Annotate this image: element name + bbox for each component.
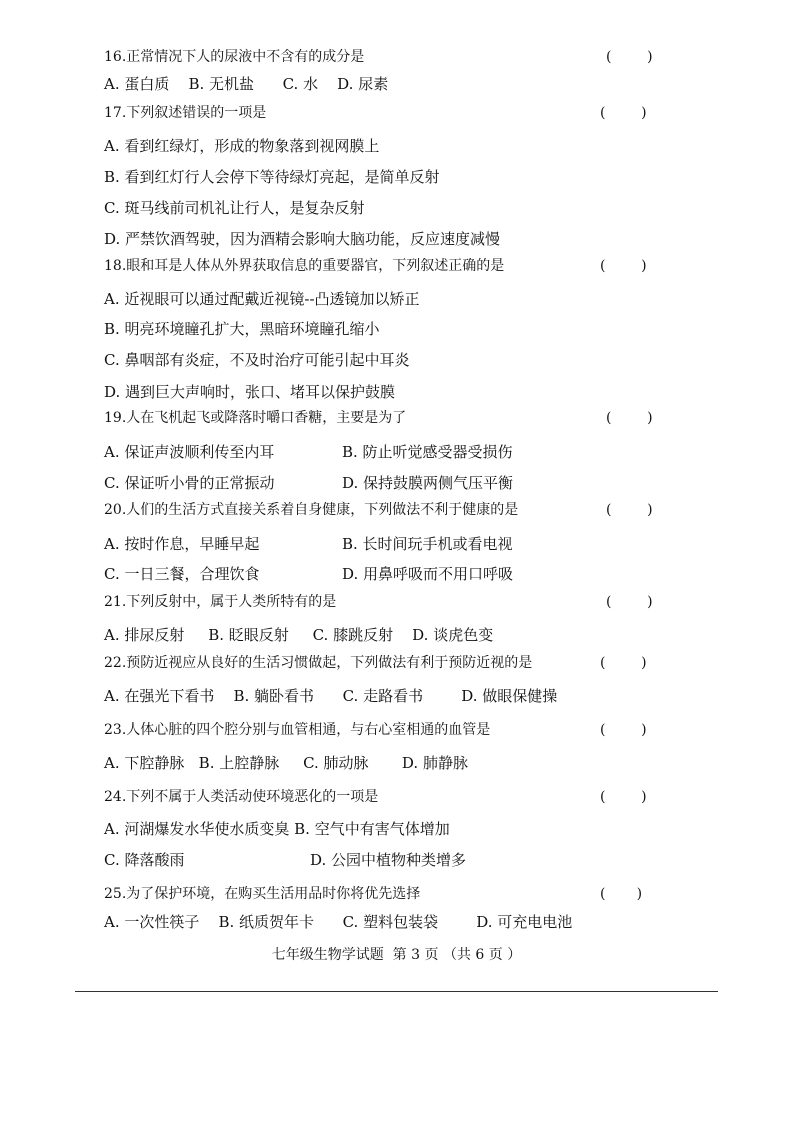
question-19-option-c: C. 保证听小骨的正常振动 [104, 474, 275, 492]
question-16-options: A. 蛋白质 B. 无机盐 C. 水 D. 尿素 [104, 75, 389, 93]
question-19-option-a: A. 保证声波顺利传至内耳 [104, 443, 275, 461]
question-21-answer-paren: ( ) [606, 594, 653, 610]
page-footer: 七年级生物学试题 第 3 页 （共 6 页 ） [271, 947, 522, 963]
question-17-stem: 17.下列叙述错误的一项是 [104, 105, 267, 121]
question-18-option-b: B. 明亮环境瞳孔扩大，黑暗环境瞳孔缩小 [104, 320, 380, 338]
question-18-option-a: A. 近视眼可以通过配戴近视镜--凸透镜加以矫正 [104, 290, 420, 308]
question-20-option-b: B. 长时间玩手机或看电视 [342, 535, 513, 553]
question-20-answer-paren: ( ) [606, 502, 653, 518]
question-22-options: A. 在强光下看书 B. 躺卧看书 C. 走路看书 D. 做眼保健操 [104, 687, 558, 705]
question-19-option-d: D. 保持鼓膜两侧气压平衡 [342, 474, 514, 492]
question-21-stem: 21.下列反射中，属于人类所特有的是 [104, 594, 337, 610]
question-18-answer-paren: ( ) [600, 258, 647, 274]
footer-divider [75, 991, 718, 992]
question-19-stem: 19.人在飞机起飞或降落时嚼口香糖，主要是为了 [104, 410, 407, 426]
question-17-option-b: B. 看到红灯行人会停下等待绿灯亮起，是简单反射 [104, 168, 440, 186]
question-25-options: A. 一次性筷子 B. 纸质贺年卡 C. 塑料包装袋 D. 可充电电池 [104, 913, 573, 931]
question-16-stem: 16.正常情况下人的尿液中不含有的成分是 [104, 49, 365, 65]
question-23-answer-paren: ( ) [600, 722, 647, 738]
question-18-option-c: C. 鼻咽部有炎症，不及时治疗可能引起中耳炎 [104, 351, 410, 369]
question-24-option-d: D. 公园中植物种类增多 [310, 851, 467, 869]
question-16-answer-paren: ( ) [606, 49, 653, 65]
question-24-stem: 24.下列不属于人类活动使环境恶化的一项是 [104, 789, 379, 805]
question-22-stem: 22.预防近视应从良好的生活习惯做起，下列做法有利于预防近视的是 [104, 655, 533, 671]
question-20-option-c: C. 一日三餐，合理饮食 [104, 565, 260, 583]
question-20-option-d: D. 用鼻呼吸而不用口呼吸 [342, 565, 514, 583]
question-17-option-c: C. 斑马线前司机礼让行人，是复杂反射 [104, 199, 365, 217]
question-24-option-ab: A. 河湖爆发水华使水质变臭 B. 空气中有害气体增加 [104, 820, 450, 838]
question-18-stem: 18.眼和耳是人体从外界获取信息的重要器官，下列叙述正确的是 [104, 258, 505, 274]
question-23-stem: 23.人体心脏的四个腔分别与血管相通，与右心室相通的血管是 [104, 722, 491, 738]
question-17-option-d: D. 严禁饮酒驾驶，因为酒精会影响大脑功能，反应速度减慢 [104, 230, 501, 248]
question-20-option-a: A. 按时作息，早睡早起 [104, 535, 260, 553]
question-25-stem: 25.为了保护环境，在购买生活用品时你将优先选择 [104, 886, 421, 902]
question-25-answer-paren: ( ) [600, 886, 643, 902]
question-24-option-c: C. 降落酸雨 [104, 851, 185, 869]
question-19-option-b: B. 防止听觉感受器受损伤 [342, 443, 513, 461]
question-22-answer-paren: ( ) [600, 655, 647, 671]
question-17-option-a: A. 看到红绿灯，形成的物象落到视网膜上 [104, 137, 380, 155]
question-23-options: A. 下腔静脉 B. 上腔静脉 C. 肺动脉 D. 肺静脉 [104, 754, 468, 772]
question-17-answer-paren: ( ) [600, 105, 647, 121]
question-20-stem: 20.人们的生活方式直接关系着自身健康，下列做法不利于健康的是 [104, 502, 519, 518]
question-18-option-d: D. 遇到巨大声响时，张口、堵耳以保护鼓膜 [104, 383, 396, 401]
question-21-options: A. 排尿反射 B. 眨眼反射 C. 膝跳反射 D. 谈虎色变 [104, 626, 494, 644]
question-19-answer-paren: ( ) [606, 410, 653, 426]
question-24-answer-paren: ( ) [600, 789, 647, 805]
